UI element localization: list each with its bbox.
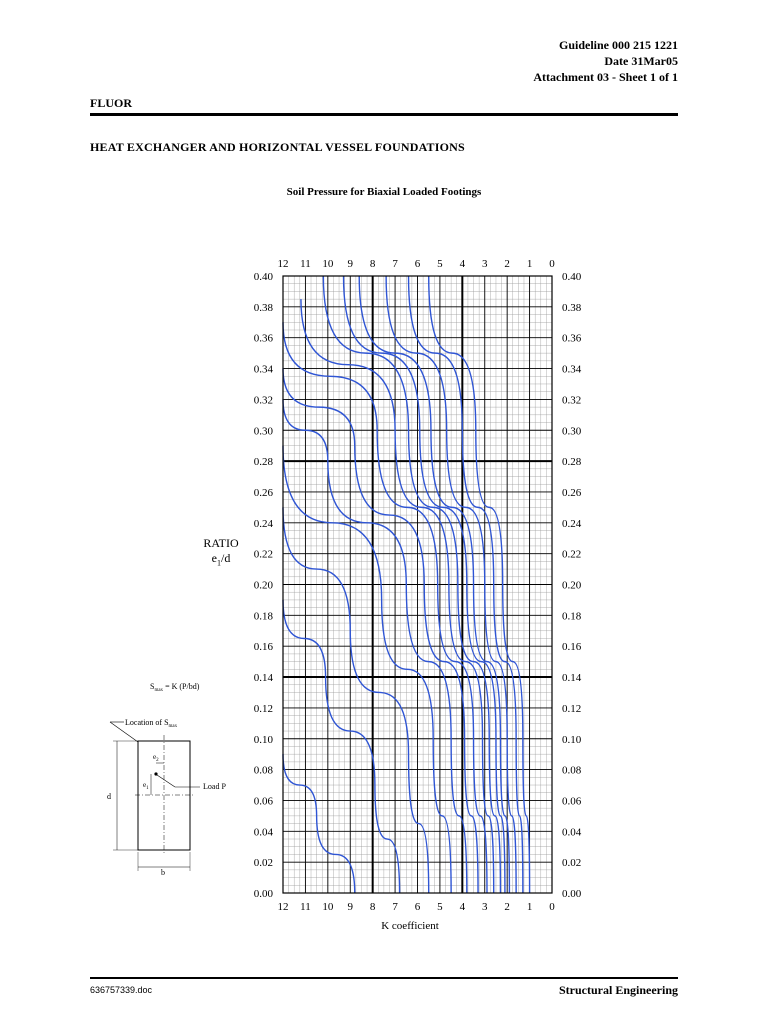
- y-tick-left: 0.36: [253, 332, 273, 345]
- x-tick-bottom: 9: [347, 901, 353, 913]
- grid-major: [283, 276, 552, 893]
- y-tick-right: 0.04: [562, 826, 582, 839]
- load-leader: [157, 775, 175, 787]
- guideline-number: Guideline 000 215 1221: [558, 38, 678, 52]
- x-tick-top: 4: [459, 258, 466, 270]
- y-tick-right: 0.10: [562, 733, 582, 746]
- y-tick-left: 0.12: [253, 702, 273, 715]
- x-tick-top: 10: [322, 258, 334, 270]
- document-date: Date 31Mar05: [604, 54, 678, 68]
- y-tick-right: 0.30: [562, 425, 582, 438]
- x-tick-bottom: 10: [322, 901, 334, 913]
- y-tick-right: 0.06: [562, 795, 582, 808]
- y-tick-right: 0.28: [562, 456, 582, 469]
- y-tick-right: 0.22: [562, 548, 582, 561]
- x-tick-bottom: 2: [504, 901, 510, 913]
- x-tick-bottom: 1: [526, 901, 533, 913]
- y-tick-left: 0.14: [253, 672, 273, 685]
- x-tick-top: 3: [482, 258, 488, 270]
- ratio-sublabel: $e_1/d$: [211, 551, 231, 568]
- y-tick-left: 0.32: [253, 394, 273, 407]
- load-label: Load P: [203, 782, 226, 791]
- figure-title: Soil Pressure for Biaxial Loaded Footings: [286, 186, 482, 198]
- x-tick-bottom: 4: [459, 901, 466, 913]
- x-tick-bottom: 3: [482, 901, 488, 913]
- x-tick-top: 11: [300, 258, 311, 270]
- y-tick-right: 0.08: [562, 764, 582, 777]
- x-tick-bottom: 7: [392, 901, 398, 913]
- e2-label: $e_2$: [153, 753, 159, 763]
- x-tick-top: 8: [369, 258, 376, 270]
- y-tick-left: 0.10: [253, 733, 273, 746]
- x-tick-top: 12: [277, 258, 289, 270]
- e1-label: $e_1$: [143, 781, 149, 791]
- y-tick-left: 0.20: [253, 579, 273, 592]
- x-tick-bottom: 5: [437, 901, 443, 913]
- x-axis-label: K coefficient: [381, 920, 439, 932]
- y-tick-right: 0.16: [562, 641, 582, 654]
- x-tick-bottom: 12: [277, 901, 289, 913]
- x-tick-top: 2: [504, 258, 510, 270]
- y-tick-left: 0.38: [253, 301, 273, 314]
- ratio-label: RATIO: [203, 536, 239, 550]
- y-tick-left: 0.40: [253, 271, 273, 283]
- y-tick-right: 0.32: [562, 394, 582, 407]
- y-tick-left: 0.28: [253, 456, 273, 469]
- document-title: HEAT EXCHANGER AND HORIZONTAL VESSEL FOUNDATIONS: [90, 140, 465, 154]
- y-tick-left: 0.18: [253, 610, 273, 623]
- footer-department: Structural Engineering: [559, 983, 678, 997]
- footing-diagram: [95, 675, 245, 885]
- x-tick-top: 6: [414, 258, 421, 270]
- y-tick-left: 0.06: [253, 795, 273, 808]
- y-tick-left: 0.30: [253, 425, 273, 438]
- y-tick-right: 0.38: [562, 301, 582, 314]
- footer-rule: [90, 977, 678, 979]
- company-name: FLUOR: [90, 96, 132, 110]
- y-tick-left: 0.02: [253, 857, 273, 870]
- y-tick-left: 0.26: [253, 486, 273, 499]
- y-tick-left: 0.22: [253, 548, 273, 561]
- y-tick-left: 0.16: [253, 641, 273, 654]
- b-label: b: [161, 868, 165, 877]
- y-tick-right: 0.14: [562, 672, 582, 685]
- y-tick-left: 0.34: [253, 363, 273, 376]
- y-tick-left: 0.04: [253, 826, 273, 839]
- y-tick-right: 0.12: [562, 702, 582, 715]
- y-tick-right: 0.34: [562, 363, 582, 376]
- x-tick-bottom: 0: [549, 901, 555, 913]
- y-tick-right: 0.20: [562, 579, 582, 592]
- inset-formula: $S_{max} = K$ (P/bd): [150, 682, 200, 693]
- x-tick-top: 9: [347, 258, 353, 270]
- x-tick-bottom: 8: [369, 901, 376, 913]
- footer-doc-id: 636757339.doc: [90, 985, 153, 995]
- inset-location-label: Location of $S_{max}$: [125, 718, 178, 729]
- x-tick-bottom: 11: [300, 901, 311, 913]
- x-tick-top: 0: [549, 258, 555, 270]
- curve-e2b-0.225: [301, 299, 494, 893]
- x-tick-top: 5: [437, 258, 443, 270]
- y-tick-left: 0.24: [253, 517, 273, 530]
- y-tick-right: 0.02: [562, 857, 582, 870]
- x-tick-bottom: 6: [414, 901, 421, 913]
- y-tick-right: 0.18: [562, 610, 582, 623]
- y-tick-right: 0.26: [562, 486, 582, 499]
- x-tick-top: 7: [392, 258, 398, 270]
- y-tick-right: 0.36: [562, 332, 582, 345]
- y-tick-left: 0.00: [253, 888, 273, 900]
- x-tick-top: 1: [526, 258, 533, 270]
- y-tick-right: 0.00: [562, 888, 582, 900]
- y-tick-right: 0.40: [562, 271, 582, 283]
- attachment-info: Attachment 03 - Sheet 1 of 1: [533, 70, 678, 84]
- y-tick-left: 0.08: [253, 764, 273, 777]
- y-tick-right: 0.24: [562, 517, 582, 530]
- d-label: d: [107, 792, 111, 801]
